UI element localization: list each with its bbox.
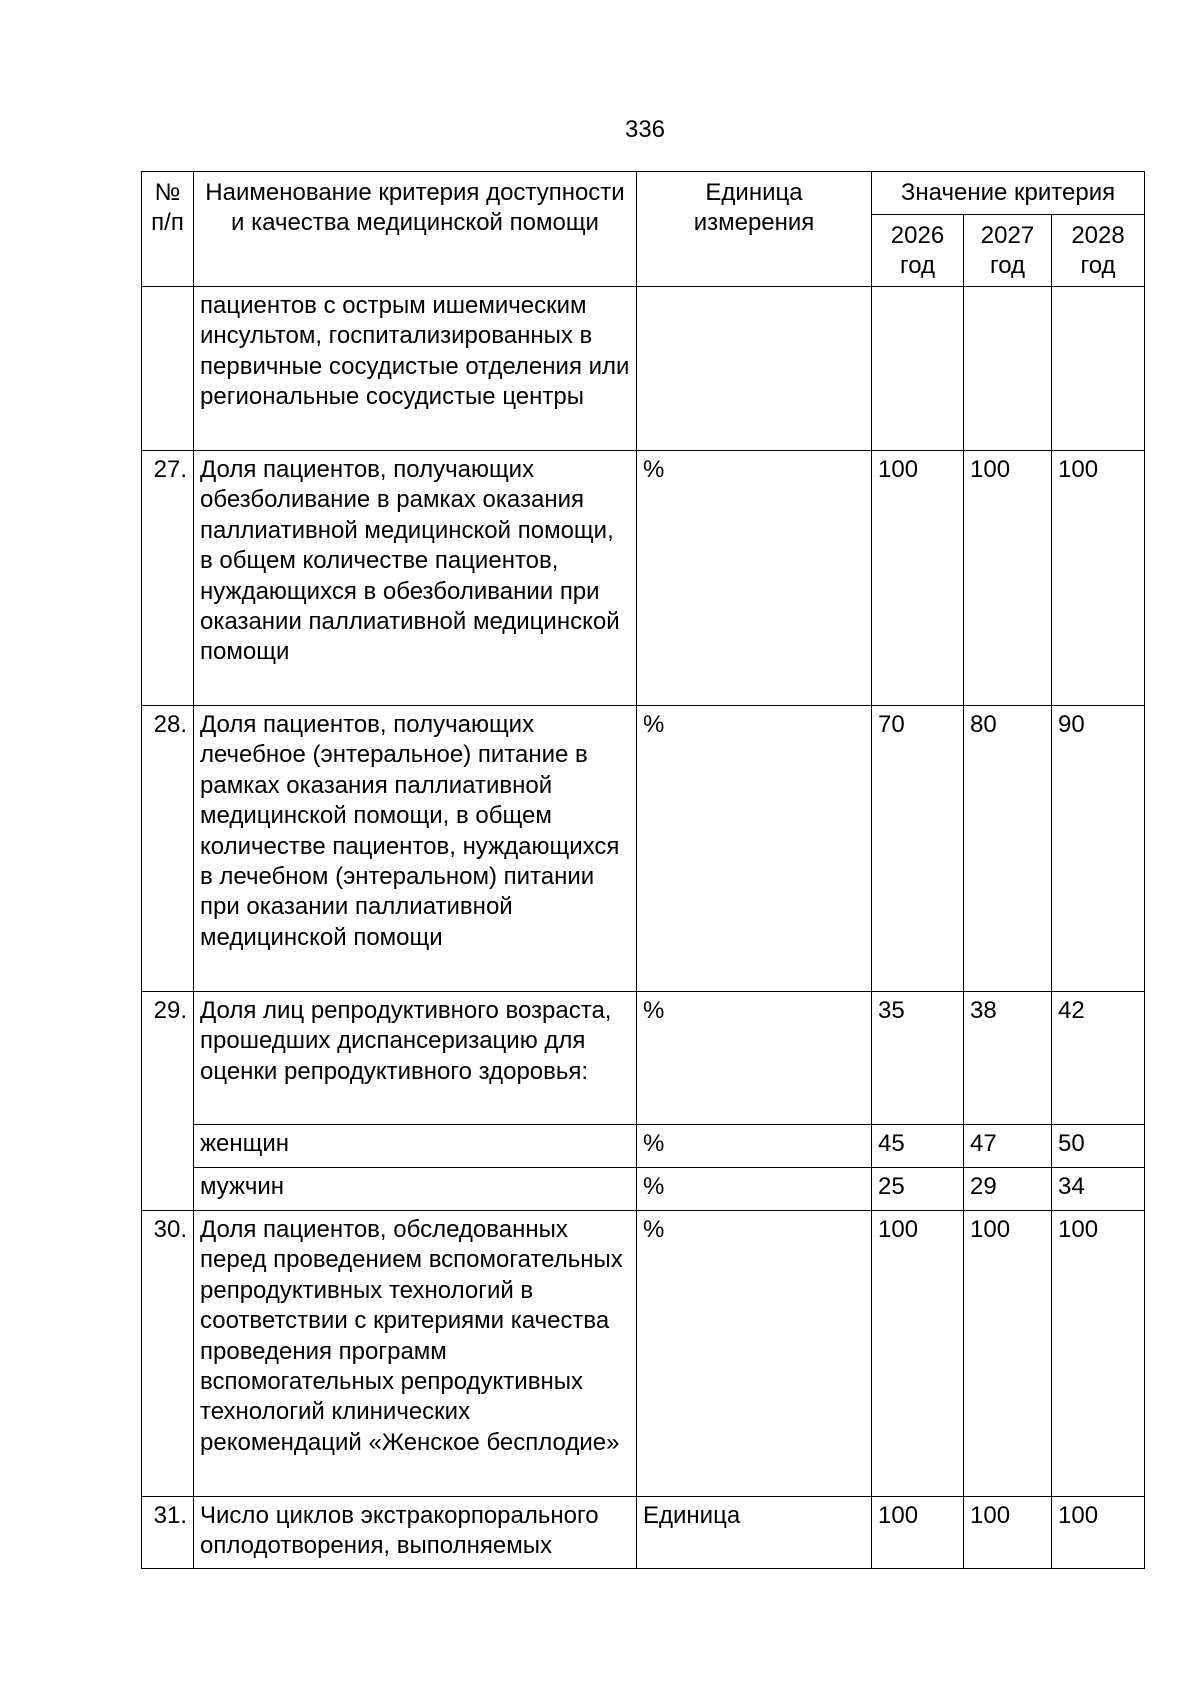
- page-number: 336: [624, 116, 666, 143]
- value-2027: 100: [964, 1497, 1052, 1569]
- row-number: 27.: [142, 451, 194, 706]
- header-year-2026: 2026 год: [872, 215, 964, 287]
- value-2028: 100: [1052, 451, 1145, 706]
- criterion-unit: %: [637, 1168, 872, 1211]
- value-2028: 42: [1052, 992, 1145, 1125]
- criterion-name: Доля лиц репродуктивного возраста, прошедших диспансеризацию для оценки репродуктивного здоровья:: [194, 992, 637, 1125]
- criterion-unit: %: [637, 451, 872, 706]
- value-2027: 100: [964, 1211, 1052, 1497]
- value-2026: 45: [872, 1125, 964, 1168]
- table-subrow: [142, 1125, 1145, 1168]
- value-2026: 70: [872, 706, 964, 992]
- criterion-name: Доля пациентов, обследованных перед проведением вспомогательных репродуктивных технологий в соответствии с критериями качества проведения программ вспомогательных репродуктивных технологий клинических рекомендаций «Женское бесплодие»: [194, 1211, 637, 1497]
- criterion-unit: [637, 287, 872, 451]
- table-row: [142, 1497, 1145, 1569]
- value-2027: 38: [964, 992, 1052, 1125]
- value-2027: 47: [964, 1125, 1052, 1168]
- row-number: 28.: [142, 706, 194, 992]
- header-unit: Единица измерения: [637, 172, 872, 287]
- header-year-2028: 2028 год: [1052, 215, 1145, 287]
- header-year-2027: 2027 год: [964, 215, 1052, 287]
- value-2026: 100: [872, 451, 964, 706]
- value-2028: 90: [1052, 706, 1145, 992]
- header-criterion-name: Наименование критерия доступности и качества медицинской помощи: [194, 172, 637, 287]
- table-row: [142, 287, 1145, 451]
- criterion-unit: %: [637, 706, 872, 992]
- value-2026: 35: [872, 992, 964, 1125]
- value-2027: 29: [964, 1168, 1052, 1211]
- value-2028: 100: [1052, 1497, 1145, 1569]
- criterion-name: Доля пациентов, получающих обезболивание в рамках оказания паллиативной медицинской помощи, в общем количестве пациентов, нуждающихся в обезболивании при оказании паллиативной медицинской помощи: [194, 451, 637, 706]
- header-value-group: Значение критерия: [872, 172, 1145, 215]
- value-2028: 50: [1052, 1125, 1145, 1168]
- value-2027: [964, 287, 1052, 451]
- criterion-name: Доля пациентов, получающих лечебное (энтеральное) питание в рамках оказания паллиативной медицинской помощи, в общем количестве пациентов, нуждающихся в лечебном (энтеральном) питании при оказании паллиативной медицинской помощи: [194, 706, 637, 992]
- criteria-table: [141, 171, 1145, 1569]
- criterion-name: мужчин: [194, 1168, 637, 1211]
- table-subrow: [142, 1168, 1145, 1211]
- value-2026: [872, 287, 964, 451]
- table-row: [142, 451, 1145, 706]
- value-2028: [1052, 287, 1145, 451]
- table-row: [142, 706, 1145, 992]
- row-number: 30.: [142, 1211, 194, 1497]
- value-2027: 100: [964, 451, 1052, 706]
- table-row: [142, 1211, 1145, 1497]
- criterion-name: женщин: [194, 1125, 637, 1168]
- value-2027: 80: [964, 706, 1052, 992]
- row-number: [142, 287, 194, 451]
- value-2026: 25: [872, 1168, 964, 1211]
- header-number: № п/п: [142, 172, 194, 287]
- criterion-name: пациентов с острым ишемическим инсультом, госпитализированных в первичные сосудистые отделения или региональные сосудистые центры: [194, 287, 637, 451]
- row-number: 29.: [142, 992, 194, 1211]
- criterion-unit: %: [637, 1211, 872, 1497]
- table-row: [142, 992, 1145, 1125]
- criterion-unit: %: [637, 992, 872, 1125]
- criterion-name: Число циклов экстракорпорального оплодотворения, выполняемых: [194, 1497, 637, 1569]
- value-2028: 34: [1052, 1168, 1145, 1211]
- row-number: 31.: [142, 1497, 194, 1569]
- value-2026: 100: [872, 1211, 964, 1497]
- value-2028: 100: [1052, 1211, 1145, 1497]
- header-row: [142, 172, 1145, 215]
- criterion-unit: Единица: [637, 1497, 872, 1569]
- criterion-unit: %: [637, 1125, 872, 1168]
- value-2026: 100: [872, 1497, 964, 1569]
